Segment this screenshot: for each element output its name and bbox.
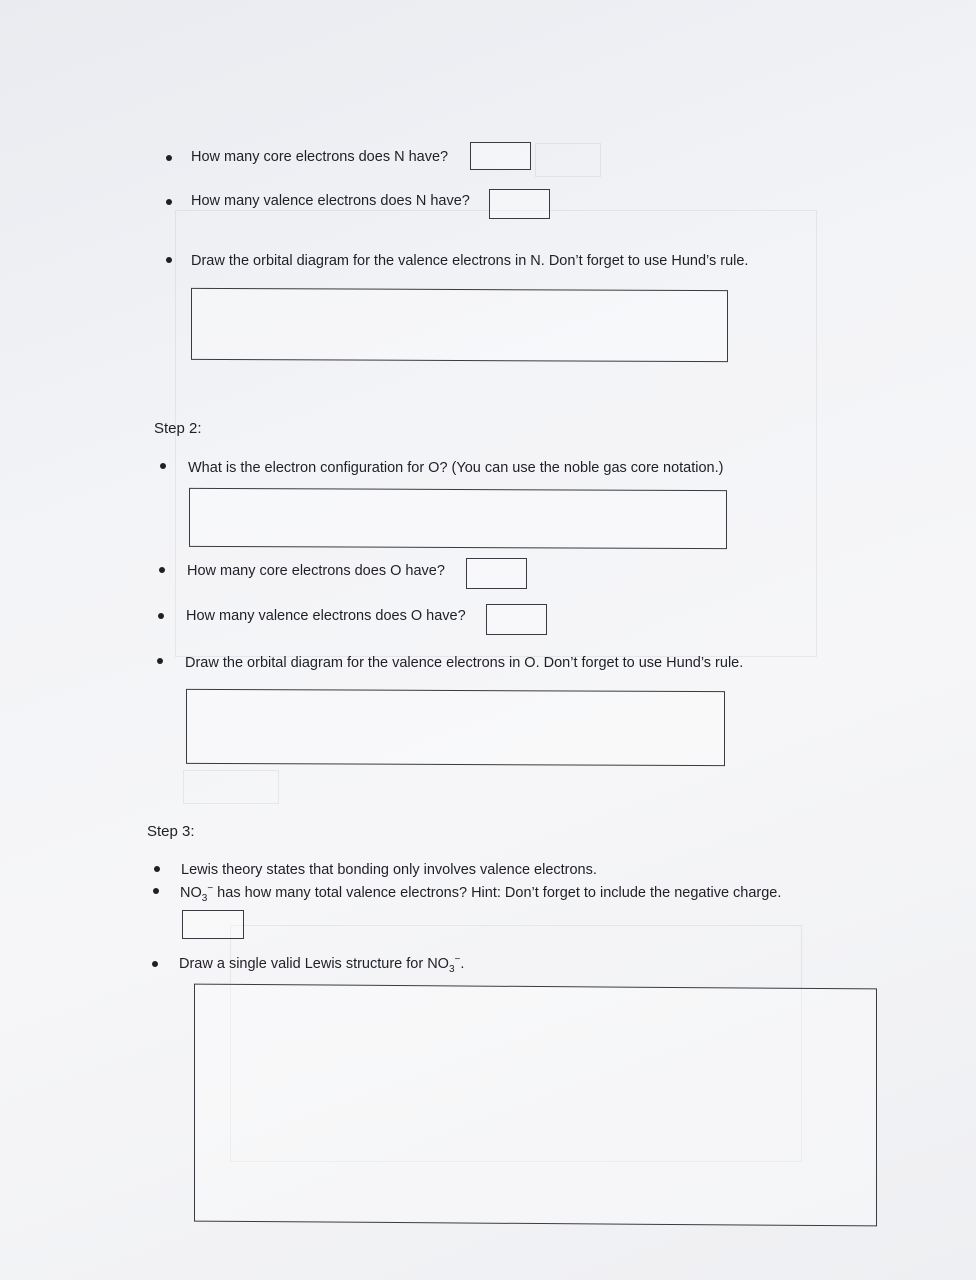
question-electron-configuration-o: What is the electron configuration for O? (You can use the noble gas core notation.) <box>188 460 724 476</box>
bullet <box>154 866 160 872</box>
formula-superscript: − <box>454 954 461 966</box>
bullet <box>153 888 159 894</box>
bullet <box>157 658 163 664</box>
question-valence-electrons-o: How many valence electrons does O have? <box>186 608 466 624</box>
formula-no: NO <box>180 885 202 901</box>
answer-box-core-electrons-n[interactable] <box>470 142 531 170</box>
formula-subscript: 3 <box>201 892 208 904</box>
question-core-electrons-o: How many core electrons does O have? <box>187 563 445 579</box>
question-total-valence-electrons-no3 <box>180 884 781 902</box>
answer-box-orbital-diagram-o[interactable] <box>186 689 725 766</box>
question-text: Draw a single valid Lewis structure for NO <box>179 956 449 972</box>
question-valence-electrons-n: How many valence electrons does N have? <box>191 193 470 209</box>
bullet <box>159 567 165 573</box>
step-2-heading: Step 2: <box>154 420 202 437</box>
bullet <box>152 961 158 967</box>
bleed-through-box <box>535 143 601 177</box>
question-orbital-diagram-n: Draw the orbital diagram for the valence electrons in N. Don’t forget to use Hund’s rule. <box>191 253 749 269</box>
question-core-electrons-n: How many core electrons does N have? <box>191 149 449 165</box>
bleed-through-frame <box>175 210 817 657</box>
step-3-heading: Step 3: <box>147 823 195 840</box>
question-period: . <box>460 956 465 972</box>
bullet <box>166 257 172 263</box>
answer-box-lewis-structure[interactable] <box>194 984 877 1227</box>
formula-superscript: − <box>207 883 214 895</box>
question-lewis-structure-no3 <box>179 955 464 973</box>
answer-box-orbital-diagram-n[interactable] <box>191 288 728 362</box>
question-text: has how many total valence electrons? Hint: Don’t forget to include the negative charge. <box>213 885 782 901</box>
bullet <box>160 463 166 469</box>
bullet <box>166 199 172 205</box>
answer-box-valence-electrons-n[interactable] <box>489 189 550 219</box>
bullet <box>166 155 172 161</box>
answer-box-core-electrons-o[interactable] <box>466 558 527 589</box>
bullet <box>158 613 164 619</box>
answer-box-valence-electrons-o[interactable] <box>486 604 547 635</box>
formula-subscript: 3 <box>448 963 455 975</box>
statement-lewis-theory: Lewis theory states that bonding only involves valence electrons. <box>181 862 597 878</box>
question-orbital-diagram-o: Draw the orbital diagram for the valence electrons in O. Don’t forget to use Hund’s rule. <box>185 655 744 671</box>
answer-box-total-valence-electrons[interactable] <box>182 910 244 939</box>
answer-box-electron-configuration-o[interactable] <box>189 488 727 549</box>
bleed-through-box <box>183 770 279 804</box>
